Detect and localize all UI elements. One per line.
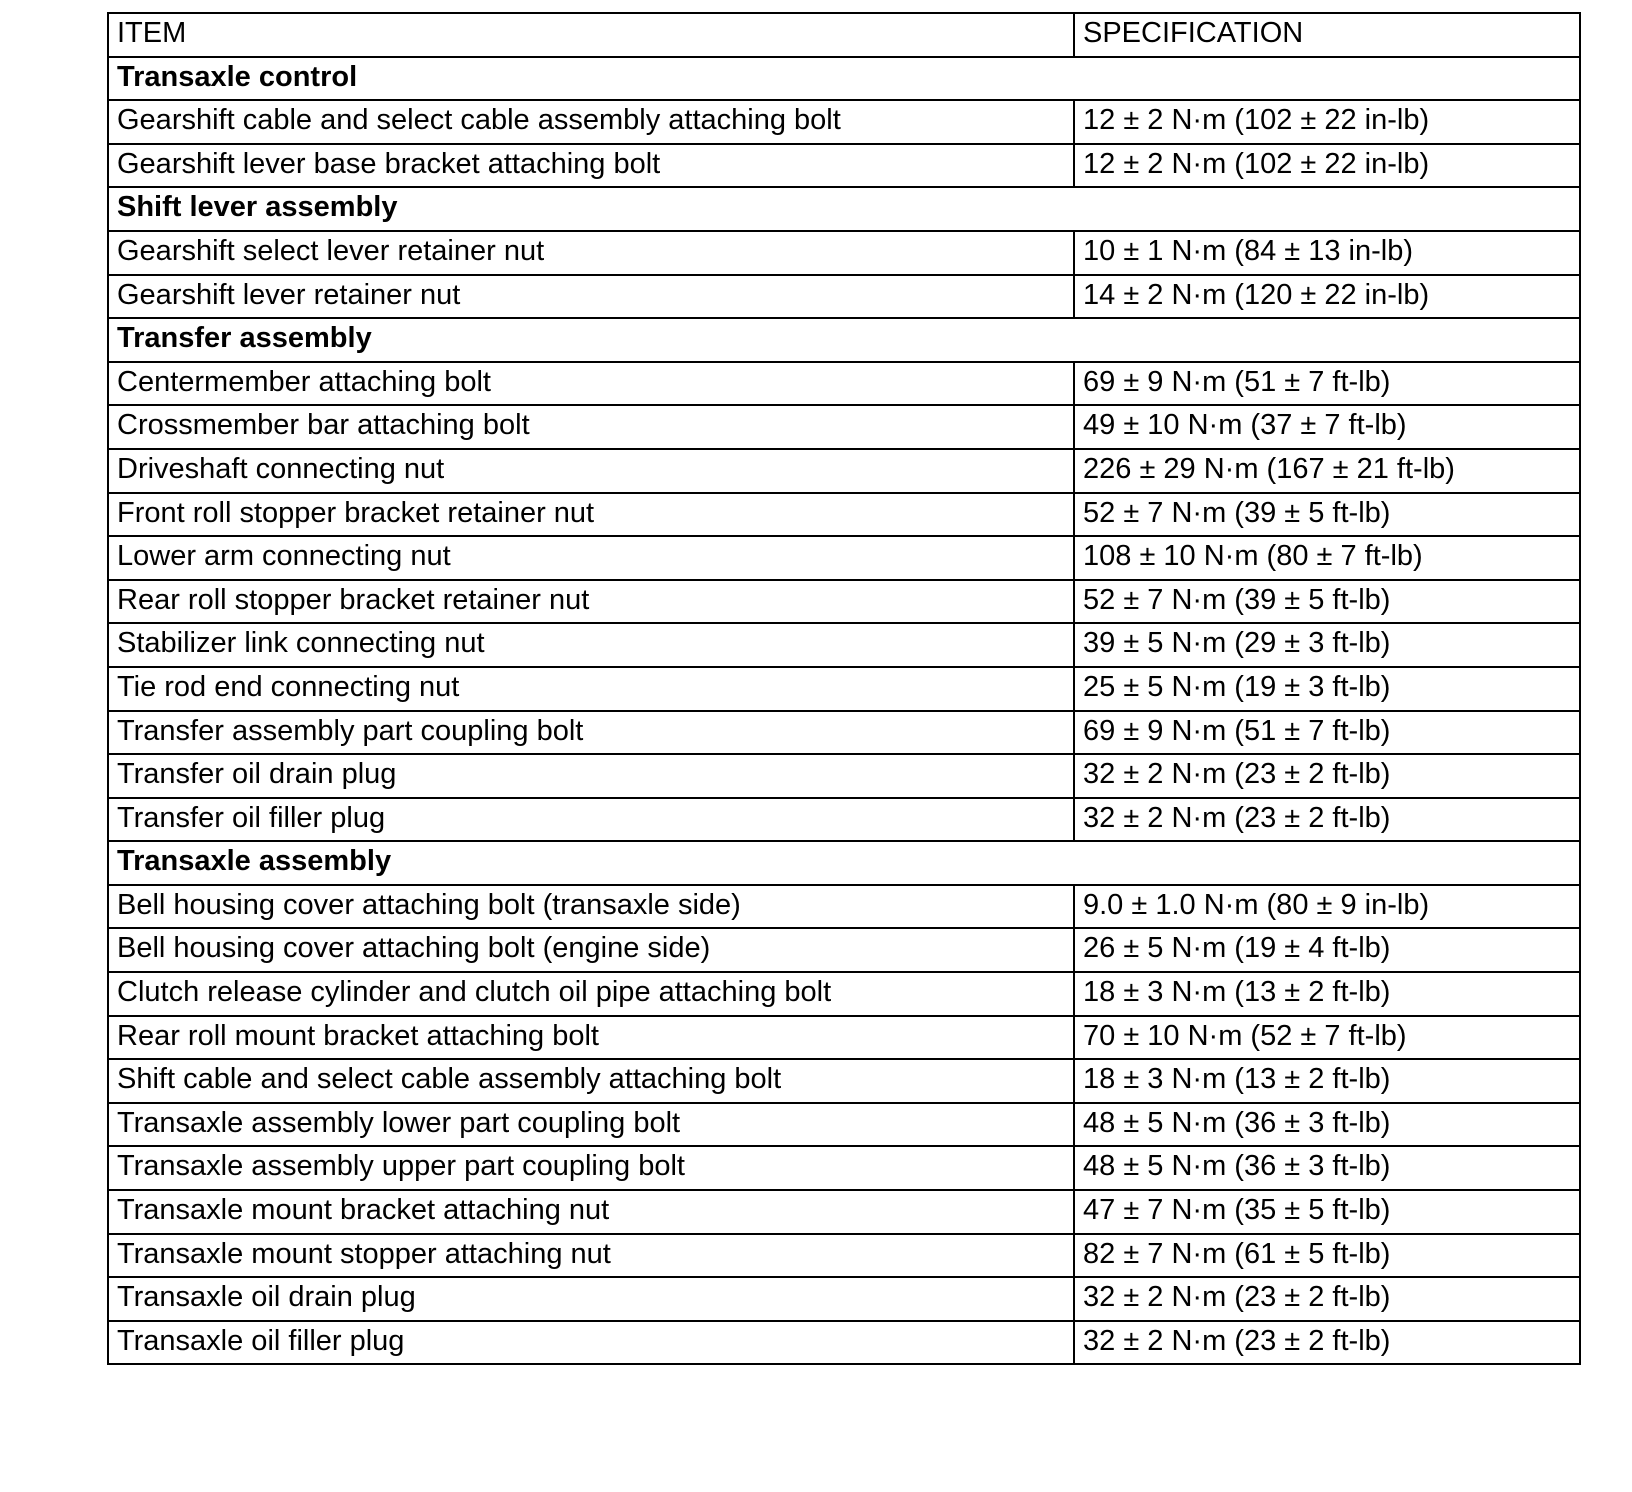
- spec-cell: 10 ± 1 N·m (84 ± 13 in-lb): [1074, 231, 1580, 275]
- table-row: [108, 405, 1580, 449]
- table-row: [108, 1016, 1580, 1060]
- item-cell: Transaxle mount bracket attaching nut: [108, 1190, 1074, 1234]
- item-cell: Front roll stopper bracket retainer nut: [108, 493, 1074, 537]
- item-cell: Rear roll mount bracket attaching bolt: [108, 1016, 1074, 1060]
- table-body: [108, 13, 1580, 1364]
- spec-cell: 52 ± 7 N·m (39 ± 5 ft-lb): [1074, 580, 1580, 624]
- item-cell: Gearshift select lever retainer nut: [108, 231, 1074, 275]
- table-row: [108, 1234, 1580, 1278]
- item-cell: Clutch release cylinder and clutch oil pipe attaching bolt: [108, 972, 1074, 1016]
- spec-cell: 32 ± 2 N·m (23 ± 2 ft-lb): [1074, 798, 1580, 842]
- spec-cell: 48 ± 5 N·m (36 ± 3 ft-lb): [1074, 1103, 1580, 1147]
- item-cell: Gearshift cable and select cable assembly attaching bolt: [108, 100, 1074, 144]
- spec-cell: 69 ± 9 N·m (51 ± 7 ft-lb): [1074, 362, 1580, 406]
- item-cell: Transaxle assembly upper part coupling bolt: [108, 1146, 1074, 1190]
- item-cell: Stabilizer link connecting nut: [108, 623, 1074, 667]
- item-cell: Bell housing cover attaching bolt (engine side): [108, 928, 1074, 972]
- item-cell: Bell housing cover attaching bolt (transaxle side): [108, 885, 1074, 929]
- item-cell: Shift cable and select cable assembly attaching bolt: [108, 1059, 1074, 1103]
- table-row: [108, 1146, 1580, 1190]
- spec-cell: 32 ± 2 N·m (23 ± 2 ft-lb): [1074, 754, 1580, 798]
- spec-cell: 32 ± 2 N·m (23 ± 2 ft-lb): [1074, 1277, 1580, 1321]
- item-cell: Driveshaft connecting nut: [108, 449, 1074, 493]
- spec-cell: 12 ± 2 N·m (102 ± 22 in-lb): [1074, 144, 1580, 188]
- header-row: [108, 13, 1580, 57]
- table-row: [108, 231, 1580, 275]
- table-row: [108, 1277, 1580, 1321]
- section-row: [108, 57, 1580, 101]
- table-row: [108, 580, 1580, 624]
- item-cell: Transaxle oil filler plug: [108, 1321, 1074, 1365]
- item-cell: Rear roll stopper bracket retainer nut: [108, 580, 1074, 624]
- item-cell: Transfer oil drain plug: [108, 754, 1074, 798]
- spec-cell: 32 ± 2 N·m (23 ± 2 ft-lb): [1074, 1321, 1580, 1365]
- item-cell: Transaxle oil drain plug: [108, 1277, 1074, 1321]
- spec-cell: 70 ± 10 N·m (52 ± 7 ft-lb): [1074, 1016, 1580, 1060]
- spec-cell: 25 ± 5 N·m (19 ± 3 ft-lb): [1074, 667, 1580, 711]
- table-row: [108, 885, 1580, 929]
- table-row: [108, 1190, 1580, 1234]
- item-cell: Lower arm connecting nut: [108, 536, 1074, 580]
- table-row: [108, 972, 1580, 1016]
- item-cell: Transfer assembly part coupling bolt: [108, 711, 1074, 755]
- section-title: Transaxle assembly: [108, 841, 1580, 885]
- table-row: [108, 144, 1580, 188]
- spec-cell: 18 ± 3 N·m (13 ± 2 ft-lb): [1074, 972, 1580, 1016]
- spec-cell: 12 ± 2 N·m (102 ± 22 in-lb): [1074, 100, 1580, 144]
- spec-cell: 108 ± 10 N·m (80 ± 7 ft-lb): [1074, 536, 1580, 580]
- table-row: [108, 754, 1580, 798]
- table-row: [108, 275, 1580, 319]
- item-cell: Transaxle mount stopper attaching nut: [108, 1234, 1074, 1278]
- table-row: [108, 100, 1580, 144]
- table-row: [108, 798, 1580, 842]
- table-row: [108, 928, 1580, 972]
- spec-cell: 18 ± 3 N·m (13 ± 2 ft-lb): [1074, 1059, 1580, 1103]
- item-cell: Tie rod end connecting nut: [108, 667, 1074, 711]
- table-row: [108, 1103, 1580, 1147]
- header-specification: SPECIFICATION: [1074, 13, 1580, 57]
- item-cell: Transfer oil filler plug: [108, 798, 1074, 842]
- spec-cell: 52 ± 7 N·m (39 ± 5 ft-lb): [1074, 493, 1580, 537]
- spec-cell: 14 ± 2 N·m (120 ± 22 in-lb): [1074, 275, 1580, 319]
- section-title: Transaxle control: [108, 57, 1580, 101]
- section-row: [108, 841, 1580, 885]
- spec-cell: 69 ± 9 N·m (51 ± 7 ft-lb): [1074, 711, 1580, 755]
- spec-cell: 26 ± 5 N·m (19 ± 4 ft-lb): [1074, 928, 1580, 972]
- spec-cell: 226 ± 29 N·m (167 ± 21 ft-lb): [1074, 449, 1580, 493]
- item-cell: Crossmember bar attaching bolt: [108, 405, 1074, 449]
- spec-cell: 9.0 ± 1.0 N·m (80 ± 9 in-lb): [1074, 885, 1580, 929]
- header-item: ITEM: [108, 13, 1074, 57]
- item-cell: Gearshift lever retainer nut: [108, 275, 1074, 319]
- item-cell: Centermember attaching bolt: [108, 362, 1074, 406]
- table-row: [108, 1059, 1580, 1103]
- item-cell: Gearshift lever base bracket attaching bolt: [108, 144, 1074, 188]
- table-row: [108, 1321, 1580, 1365]
- spec-cell: 39 ± 5 N·m (29 ± 3 ft-lb): [1074, 623, 1580, 667]
- torque-spec-table: [107, 12, 1581, 1365]
- table-row: [108, 493, 1580, 537]
- table-row: [108, 536, 1580, 580]
- section-title: Transfer assembly: [108, 318, 1580, 362]
- spec-cell: 48 ± 5 N·m (36 ± 3 ft-lb): [1074, 1146, 1580, 1190]
- spec-cell: 49 ± 10 N·m (37 ± 7 ft-lb): [1074, 405, 1580, 449]
- section-title: Shift lever assembly: [108, 187, 1580, 231]
- section-row: [108, 187, 1580, 231]
- spec-cell: 47 ± 7 N·m (35 ± 5 ft-lb): [1074, 1190, 1580, 1234]
- table-row: [108, 362, 1580, 406]
- table-row: [108, 449, 1580, 493]
- item-cell: Transaxle assembly lower part coupling bolt: [108, 1103, 1074, 1147]
- table-row: [108, 667, 1580, 711]
- table-row: [108, 711, 1580, 755]
- table-row: [108, 623, 1580, 667]
- section-row: [108, 318, 1580, 362]
- spec-cell: 82 ± 7 N·m (61 ± 5 ft-lb): [1074, 1234, 1580, 1278]
